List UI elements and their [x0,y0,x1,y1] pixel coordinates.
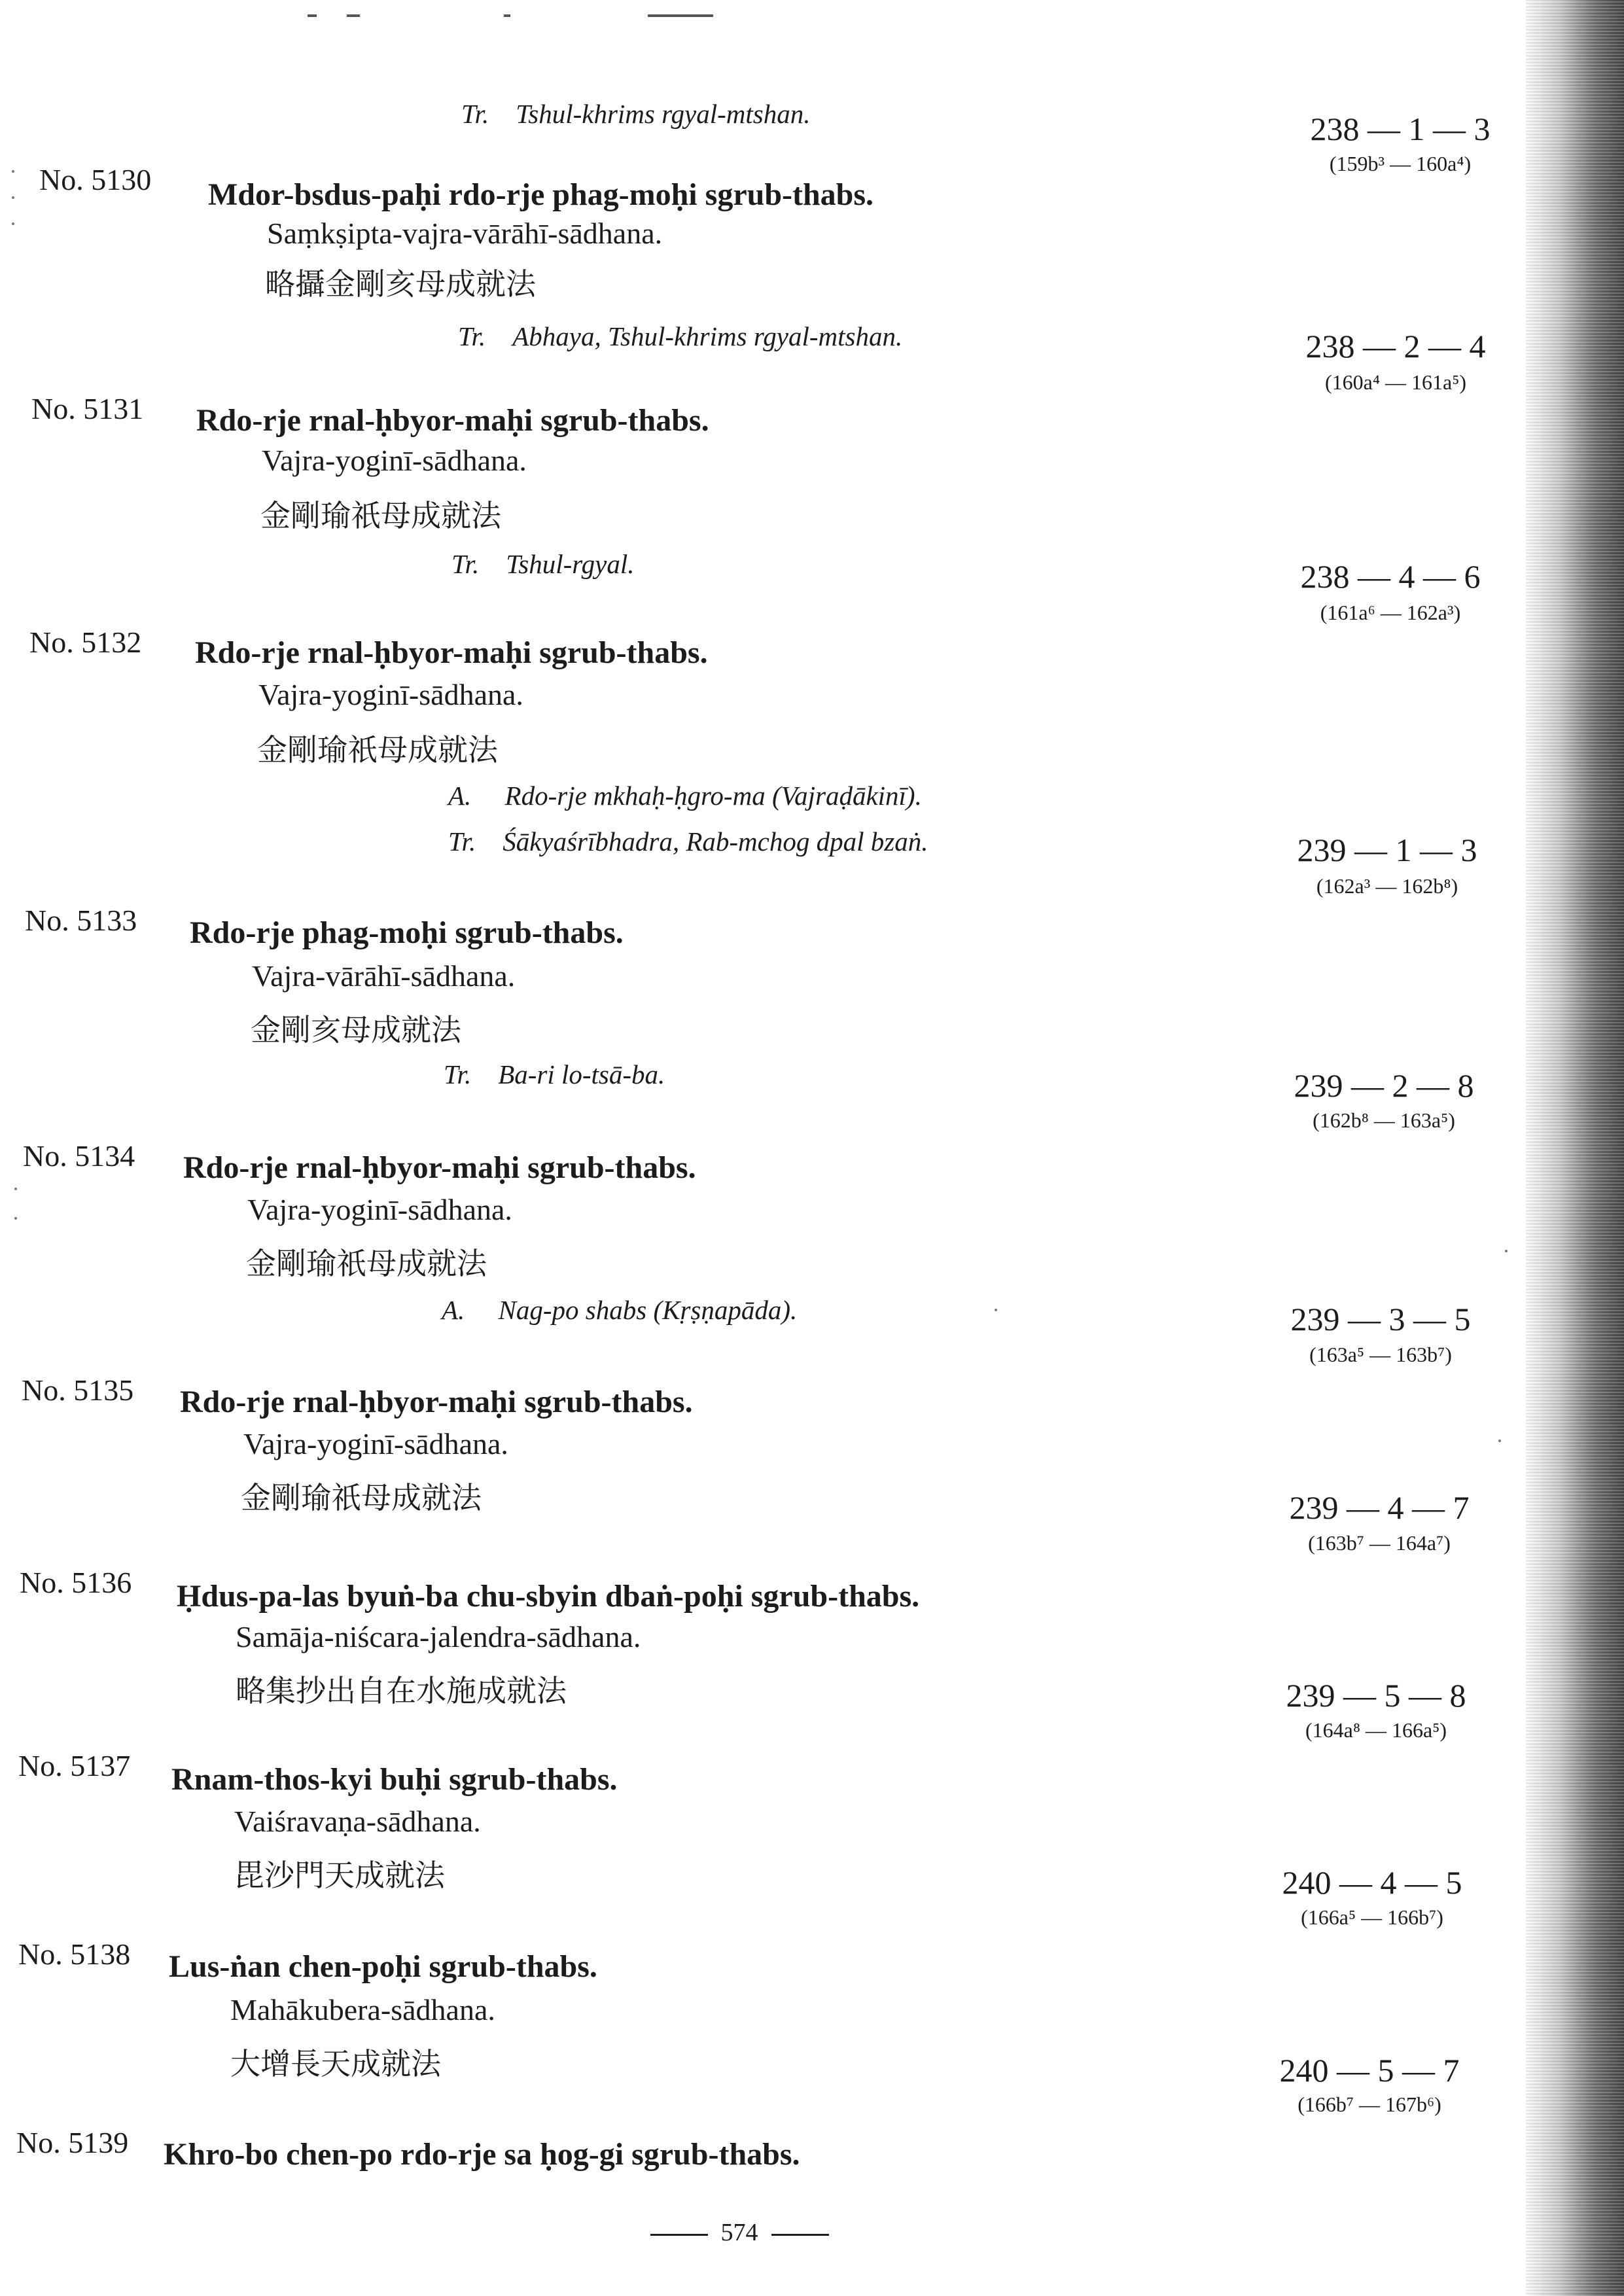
chinese-title: 略集抄出自在水施成就法 [236,1673,567,1708]
folio-reference: (164a⁸ — 166a⁵) [1305,1718,1447,1742]
volume-reference: 240 — 5 — 7 [1279,2052,1460,2089]
sanskrit-title: Vajra-yoginī-sādhana. [247,1193,512,1226]
entry-title: Rdo-rje rnal-ḥbyor-maḥi sgrub-thabs. [195,635,708,670]
folio-reference: (162a³ — 162b⁸) [1316,874,1458,898]
entry-number: No. 5135 [22,1373,134,1407]
scan-speck [14,1217,17,1220]
folio-reference: (163b⁷ — 164a⁷) [1308,1531,1451,1555]
sanskrit-title: Mahākubera-sādhana. [230,1993,495,2026]
entry-title: Rdo-rje rnal-ḥbyor-maḥi sgrub-thabs. [196,403,709,438]
entry-title: Rdo-rje rnal-ḥbyor-maḥi sgrub-thabs. [180,1385,693,1419]
entry-number: No. 5134 [23,1139,135,1173]
volume-reference: 238 — 1 — 3 [1310,111,1491,147]
entry-number: No. 5139 [16,2126,129,2159]
volume-reference: 239 — 1 — 3 [1297,832,1477,868]
entry-title: Rdo-rje phag-moḥi sgrub-thabs. [190,915,624,950]
entry-number: No. 5132 [29,626,142,659]
entry-title: Lus-ṅan chen-poḥi sgrub-thabs. [169,1949,597,1984]
folio-rule-right [771,2234,829,2236]
translator-note: Tr. Tshul-khrims rgyal-mtshan. [461,99,811,129]
entry-title: Ḥdus-pa-las byuṅ-ba chu-sbyin dbaṅ-poḥi sgrub-thabs. [177,1579,920,1614]
scan-speck [1498,1439,1501,1442]
chinese-title: 毘沙門天成就法 [234,1858,445,1893]
author-note: A. Nag-po shabs (Kṛṣṇapāda). [442,1295,798,1325]
entry-number: No. 5130 [39,163,152,196]
scan-speck [1505,1250,1508,1252]
folio-reference: (160a⁴ — 161a⁵) [1324,370,1467,394]
chinese-title: 金剛瑜祇母成就法 [241,1480,482,1515]
sanskrit-title: Samāja-niścara-jalendra-sādhana. [236,1620,641,1653]
translator-note: Tr. Tshul-rgyal. [451,549,635,579]
sanskrit-title: Vaiśravaṇa-sādhana. [234,1805,481,1838]
translator-note: Tr. Ba-ri lo-tsā-ba. [444,1059,665,1089]
scan-speck [12,170,14,173]
folio-reference: (161a⁶ — 162a³) [1320,601,1461,624]
entry-number: No. 5131 [31,392,144,425]
chinese-title: 金剛瑜祇母成就法 [246,1246,487,1281]
entry-title: Khro-bo chen-po rdo-rje sa ḥog-gi sgrub-thabs. [164,2137,800,2172]
folio-reference: (166a⁵ — 166b⁷) [1301,1905,1443,1929]
author-note: A. Rdo-rje mkhaḥ-ḥgro-ma (Vajraḍākinī). [448,781,922,811]
chinese-title: 金剛瑜祇母成就法 [260,498,501,533]
sanskrit-title: Vajra-yoginī-sādhana. [262,444,527,477]
volume-reference: 240 — 4 — 5 [1282,1864,1462,1901]
chinese-title: 略攝金剛亥母成就法 [265,266,536,302]
translator-note: Tr. Abhaya, Tshul-khrims rgyal-mtshan. [458,321,903,351]
volume-reference: 239 — 5 — 8 [1286,1677,1466,1714]
sanskrit-title: Vajra-yoginī-sādhana. [243,1427,508,1460]
folio-reference: (166b⁷ — 167b⁶) [1297,2093,1441,2116]
entry-number: No. 5138 [18,1937,131,1971]
folio-rule-left [650,2234,708,2236]
folio-reference: (159b³ — 160a⁴) [1329,152,1472,175]
scan-speck [12,222,14,225]
chinese-title: 金剛亥母成就法 [251,1012,461,1048]
folio-reference: (162b⁸ — 163a⁵) [1313,1108,1455,1132]
translator-note: Tr. Śākyaśrībhadra, Rab-mchog dpal bzaṅ. [448,826,928,857]
sanskrit-title: Saṃkṣipta-vajra-vārāhī-sādhana. [267,217,663,250]
volume-reference: 238 — 2 — 4 [1305,328,1486,364]
entry-title: Rdo-rje rnal-ḥbyor-maḥi sgrub-thabs. [183,1150,696,1185]
entry-title: Rnam-thos-kyi buḥi sgrub-thabs. [171,1762,618,1797]
sanskrit-title: Vajra-vārāhī-sādhana. [252,959,516,993]
entry-title: Mdor-bsdus-paḥi rdo-rje phag-moḥi sgrub-thabs. [208,177,874,212]
volume-reference: 238 — 4 — 6 [1300,558,1481,595]
entry-number: No. 5133 [25,904,137,937]
scan-speck [995,1309,997,1311]
chinese-title: 金剛瑜祇母成就法 [257,732,498,768]
volume-reference: 239 — 3 — 5 [1290,1301,1471,1337]
page-number: 574 [0,2218,1479,2247]
volume-reference: 239 — 2 — 8 [1294,1067,1474,1104]
scan-speck [12,196,14,199]
entry-number: No. 5137 [18,1749,131,1782]
volume-reference: 239 — 4 — 7 [1289,1489,1470,1526]
folio-reference: (163a⁵ — 163b⁷) [1309,1343,1452,1366]
top-bleed-marks [308,0,726,26]
scan-edge-texture [1526,0,1624,2296]
scan-speck [14,1188,17,1190]
chinese-title: 大增長天成就法 [230,2046,441,2081]
entry-number: No. 5136 [20,1566,132,1599]
sanskrit-title: Vajra-yoginī-sādhana. [258,678,523,711]
